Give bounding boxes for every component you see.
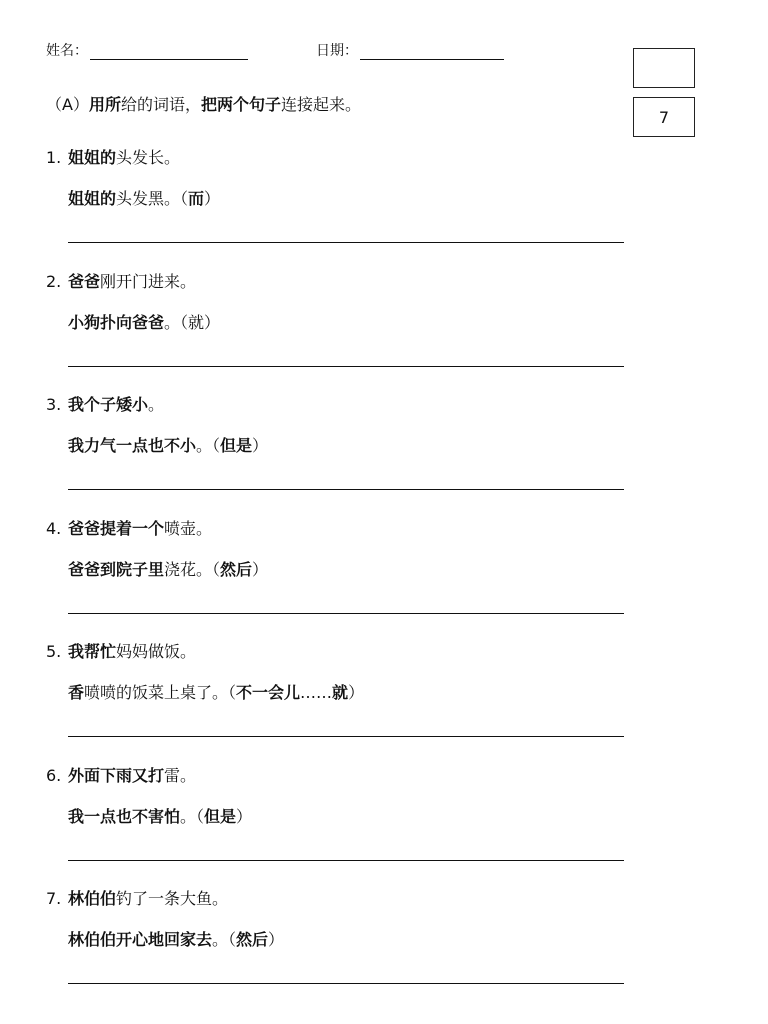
sentence-segment: ） [348, 683, 365, 702]
date-field [316, 40, 504, 60]
sentence-segment: ） [236, 806, 253, 826]
question-sentence-1 [46, 887, 626, 911]
sentence-segment: 。（ [180, 806, 205, 826]
question-sentence-1 [46, 146, 626, 170]
instruction-part4: 连接起来。 [281, 95, 362, 114]
sentence-segment: 姐姐的 [68, 189, 117, 208]
score-box-top [633, 48, 695, 88]
question-item [46, 887, 626, 984]
question-sentence-1 [46, 393, 626, 417]
question-item [46, 764, 626, 861]
sentence-segment: 我帮忙 [68, 642, 117, 661]
sentence-segment: 雷。 [164, 765, 197, 785]
question-sentence-2 [68, 311, 626, 335]
sentence-segment: …… [300, 683, 333, 702]
sentence-segment: ） [204, 189, 221, 208]
sentence-segment: 。（ [196, 436, 221, 455]
sentence-segment: 。（就） [164, 312, 221, 332]
question-number: 5. [46, 642, 62, 661]
sentence-segment: 而 [188, 189, 205, 208]
sentence-segment: 然后 [236, 930, 269, 949]
sentence-segment: 但是 [204, 806, 237, 826]
sentence-segment: 然后 [220, 559, 253, 579]
sentence-segment: 小狗扑向爸爸 [68, 312, 165, 332]
instruction-part2: 给的词语， [120, 95, 201, 114]
sentence-segment: ） [252, 436, 269, 455]
sentence-segment: 喷喷的饭菜上桌了。（ [84, 683, 237, 702]
question-sentence-2 [68, 187, 626, 211]
sentence-segment: 就 [332, 683, 349, 702]
question-sentence-1 [46, 640, 626, 664]
answer-line[interactable] [68, 366, 624, 367]
sentence-segment: 我力气一点也不小 [68, 436, 197, 455]
answer-line[interactable] [68, 242, 624, 243]
sentence-segment: 喷壶。 [164, 518, 213, 538]
sentence-segment: 林伯伯开心地回家去 [68, 930, 213, 949]
question-sentence-2 [68, 681, 626, 705]
question-item [46, 640, 626, 737]
sentence-segment: 钓了一条大鱼。 [116, 889, 229, 908]
sentence-segment: 。 [148, 395, 165, 414]
sentence-segment: 爸爸到院子里 [68, 559, 165, 579]
sentence-segment: 外面下雨又打 [68, 765, 165, 785]
sentence-segment: 香 [68, 683, 85, 702]
sentence-segment: ） [268, 930, 285, 949]
question-number: 4. [46, 518, 62, 538]
sentence-segment: 爸爸提着一个 [68, 518, 165, 538]
question-number: 3. [46, 395, 62, 414]
sentence-segment: 我个子矮小 [68, 395, 149, 414]
sentence-segment: 姐姐的 [68, 148, 117, 167]
question-sentence-1 [46, 764, 626, 788]
question-number: 7. [46, 889, 62, 908]
sentence-segment: 头发黑。（ [116, 189, 189, 208]
sentence-segment: 浇花。（ [164, 559, 221, 579]
sentence-segment: 刚开门进来。 [100, 271, 197, 291]
answer-line[interactable] [68, 860, 624, 861]
answer-line[interactable] [68, 613, 624, 614]
question-number: 1. [46, 148, 62, 167]
question-item [46, 270, 626, 367]
instruction-prefix: （A） [46, 95, 89, 114]
sentence-segment: 但是 [220, 436, 253, 455]
question-item [46, 393, 626, 490]
score-box-total: 7 [633, 97, 695, 137]
question-sentence-2 [68, 805, 626, 829]
question-item [46, 517, 626, 614]
sentence-segment: 我一点也不害怕 [68, 806, 181, 826]
sentence-segment: 妈妈做饭。 [116, 642, 197, 661]
question-sentence-1 [46, 270, 626, 294]
sentence-segment: ） [252, 559, 269, 579]
question-item [46, 146, 626, 243]
sentence-segment: 头发长。 [116, 148, 181, 167]
instruction [46, 92, 361, 115]
answer-line[interactable] [68, 736, 624, 737]
name-label: 姓名： [46, 43, 88, 59]
question-sentence-2 [68, 928, 626, 952]
sentence-segment: 爸爸 [68, 271, 101, 291]
date-label: 日期： [316, 43, 358, 59]
date-blank[interactable] [360, 43, 504, 60]
instruction-part3: 把两个句子 [200, 95, 281, 114]
question-number: 6. [46, 765, 62, 785]
question-number: 2. [46, 271, 62, 291]
sentence-segment: 林伯伯 [68, 889, 117, 908]
question-sentence-1 [46, 517, 626, 541]
sentence-segment: 不一会儿 [236, 683, 301, 702]
name-blank[interactable] [90, 43, 248, 60]
answer-line[interactable] [68, 489, 624, 490]
question-sentence-2 [68, 558, 626, 582]
sentence-segment: 。（ [212, 930, 237, 949]
instruction-part1: 用所 [88, 95, 121, 114]
answer-line[interactable] [68, 983, 624, 984]
name-field [46, 40, 248, 60]
question-sentence-2 [68, 434, 626, 458]
